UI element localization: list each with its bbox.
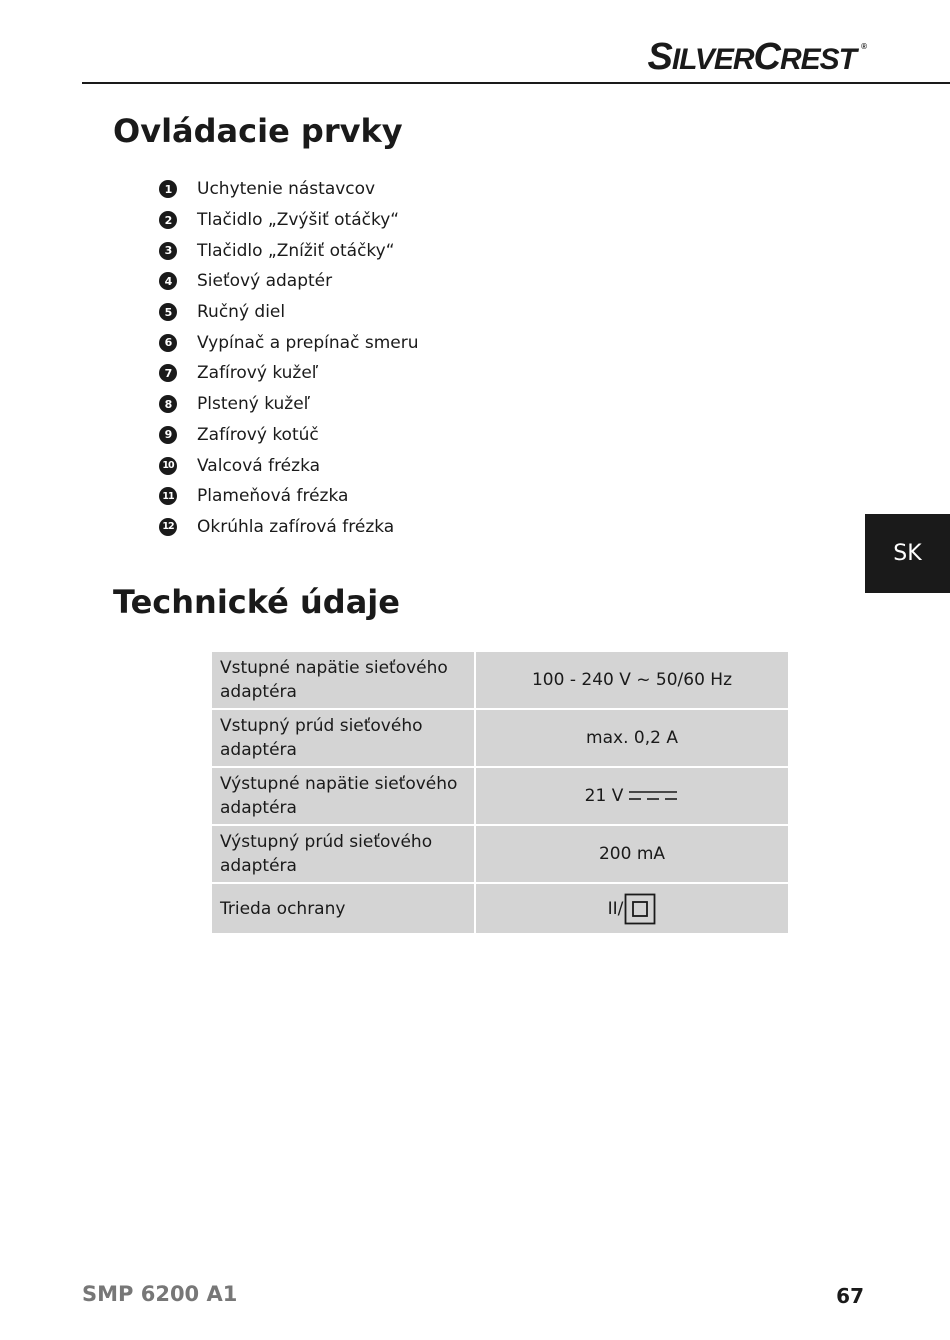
brand-logo: SILVERCREST ® <box>647 36 866 78</box>
spec-value: 100 - 240 V ~ 50/60 Hz <box>475 651 789 709</box>
part-label: Tlačidlo „Znížiť otáčky“ <box>197 240 395 261</box>
table-row <box>211 651 789 709</box>
number-badge: 12 <box>159 518 177 536</box>
list-item <box>159 512 418 543</box>
list-item <box>159 205 418 236</box>
number-badge: 9 <box>159 426 177 444</box>
number-badge: 1 <box>159 180 177 198</box>
part-label: Zafírový kužeľ <box>197 363 319 384</box>
part-label: Plameňová frézka <box>197 486 349 507</box>
list-item <box>159 327 418 358</box>
part-label: Plstený kužeľ <box>197 394 311 415</box>
spec-value: max. 0,2 A <box>475 709 789 767</box>
part-label: Uchytenie nástavcov <box>197 179 376 200</box>
spec-label: Výstupný prúd sieťového adaptéra <box>211 825 475 883</box>
spec-label: Výstupné napätie sieťového adaptéra <box>211 767 475 825</box>
part-label: Valcová frézka <box>197 455 321 476</box>
spec-value: II/ <box>607 898 624 919</box>
spec-label: Trieda ochrany <box>211 883 475 934</box>
list-item <box>159 420 418 451</box>
table-row <box>211 709 789 767</box>
part-label: Tlačidlo „Zvýšiť otáčky“ <box>197 210 400 231</box>
spec-value: 200 mA <box>475 825 789 883</box>
list-item <box>159 266 418 297</box>
table-row <box>211 825 789 883</box>
dc-current-icon <box>627 789 679 803</box>
part-label: Okrúhla zafírová frézka <box>197 516 395 537</box>
list-item <box>159 389 418 420</box>
language-tab: SK <box>865 514 950 593</box>
controls-heading: Ovládacie prvky <box>113 112 403 150</box>
number-badge: 6 <box>159 334 177 352</box>
list-item <box>159 174 418 205</box>
spec-label: Vstupný prúd sieťového adaptéra <box>211 709 475 767</box>
number-badge: 4 <box>159 272 177 290</box>
protection-class-icon <box>624 893 656 925</box>
part-label: Zafírový kotúč <box>197 424 319 445</box>
spec-value: 21 V <box>584 786 624 806</box>
part-label: Vypínač a prepínač smeru <box>197 332 419 353</box>
list-item <box>159 358 418 389</box>
number-badge: 11 <box>159 487 177 505</box>
parts-list <box>159 174 418 542</box>
number-badge: 3 <box>159 242 177 260</box>
technical-heading: Technické údaje <box>113 583 400 621</box>
spec-label: Vstupné napätie sieťového adaptéra <box>211 651 475 709</box>
table-row <box>211 883 789 934</box>
part-label: Sieťový adaptér <box>197 271 333 292</box>
number-badge: 2 <box>159 211 177 229</box>
header-rule <box>82 82 950 84</box>
table-row <box>211 767 789 825</box>
list-item <box>159 235 418 266</box>
list-item <box>159 297 418 328</box>
page-number: 67 <box>836 1284 864 1308</box>
number-badge: 5 <box>159 303 177 321</box>
specs-table <box>210 650 790 935</box>
list-item <box>159 481 418 512</box>
part-label: Ručný diel <box>197 302 286 323</box>
number-badge: 7 <box>159 364 177 382</box>
footer-model: SMP 6200 A1 <box>82 1282 238 1306</box>
number-badge: 8 <box>159 395 177 413</box>
number-badge: 10 <box>159 457 177 475</box>
list-item <box>159 450 418 481</box>
